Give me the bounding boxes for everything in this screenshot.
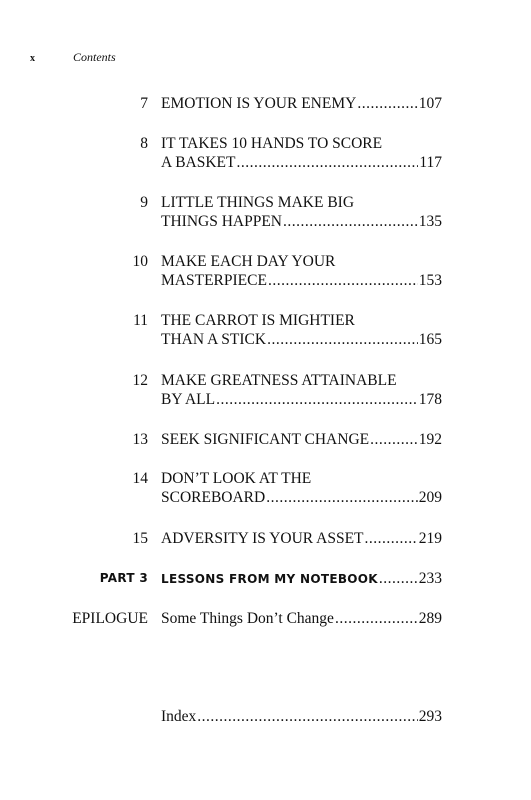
page-ref: 107	[418, 95, 442, 112]
dot-leader	[216, 390, 418, 409]
page-ref: 178	[418, 391, 442, 408]
running-header	[30, 50, 116, 65]
running-title: Contents	[73, 50, 116, 64]
chapter-number: 15	[132, 530, 148, 547]
chapter-number: 11	[133, 312, 148, 329]
dot-leader	[370, 430, 418, 449]
chapter-title-line-1: IT TAKES 10 HANDS TO SCORE	[161, 135, 383, 152]
page-ref: 209	[418, 489, 442, 506]
page-ref: 153	[418, 272, 442, 289]
chapter-number: 10	[132, 253, 148, 270]
chapter-title-line-2: A BASKET	[161, 154, 236, 171]
chapter-number: 13	[132, 431, 148, 448]
chapter-title-line-1: MAKE EACH DAY YOUR	[161, 253, 336, 270]
chapter-title-line-1: MAKE GREATNESS ATTAINABLE	[161, 372, 397, 389]
page-ref: 135	[418, 213, 442, 230]
dot-leader	[335, 609, 418, 628]
dot-leader	[267, 330, 418, 349]
chapter-title-line-2: THINGS HAPPEN	[161, 213, 282, 230]
chapter-title-line-2: SCOREBOARD	[161, 489, 266, 506]
page-number: x	[30, 53, 35, 64]
dot-leader	[365, 529, 418, 548]
dot-leader	[237, 153, 419, 172]
dot-leader	[268, 271, 418, 290]
chapter-title-line-1: LITTLE THINGS MAKE BIG	[161, 194, 355, 211]
index-title: Index	[161, 708, 197, 725]
page-ref: 117	[419, 154, 442, 171]
chapter-number: 7	[140, 95, 148, 112]
epilogue-title: Some Things Don’t Change	[161, 610, 334, 627]
dot-leader	[283, 212, 418, 231]
chapter-number: 12	[132, 372, 148, 389]
dot-leader	[197, 707, 417, 726]
chapter-title: ADVERSITY IS YOUR ASSET	[161, 530, 364, 547]
dot-leader	[357, 94, 417, 113]
chapter-title-line-2: BY ALL	[161, 391, 216, 408]
page-ref: 293	[418, 708, 442, 725]
page-ref: 219	[418, 530, 442, 547]
epilogue-label: EPILOGUE	[72, 610, 148, 627]
page-ref: 192	[418, 431, 442, 448]
page-ref: 233	[418, 570, 442, 587]
part-label: PART 3	[99, 571, 148, 585]
part-title: LESSONS FROM MY NOTEBOOK	[161, 572, 378, 586]
dot-leader	[266, 488, 418, 507]
chapter-title-line-2: THAN A STICK	[161, 331, 267, 348]
chapter-title-line-1: DON’T LOOK AT THE	[161, 470, 312, 487]
chapter-title-line-1: THE CARROT IS MIGHTIER	[161, 312, 355, 329]
chapter-title: SEEK SIGNIFICANT CHANGE	[161, 431, 370, 448]
page-ref: 165	[418, 331, 442, 348]
page-ref: 289	[418, 610, 442, 627]
chapter-title: EMOTION IS YOUR ENEMY	[161, 95, 357, 112]
chapter-title-line-2: MASTERPIECE	[161, 272, 267, 289]
chapter-number: 9	[140, 194, 148, 211]
chapter-number: 8	[140, 135, 148, 152]
dot-leader	[379, 569, 418, 588]
chapter-number: 14	[132, 470, 148, 487]
